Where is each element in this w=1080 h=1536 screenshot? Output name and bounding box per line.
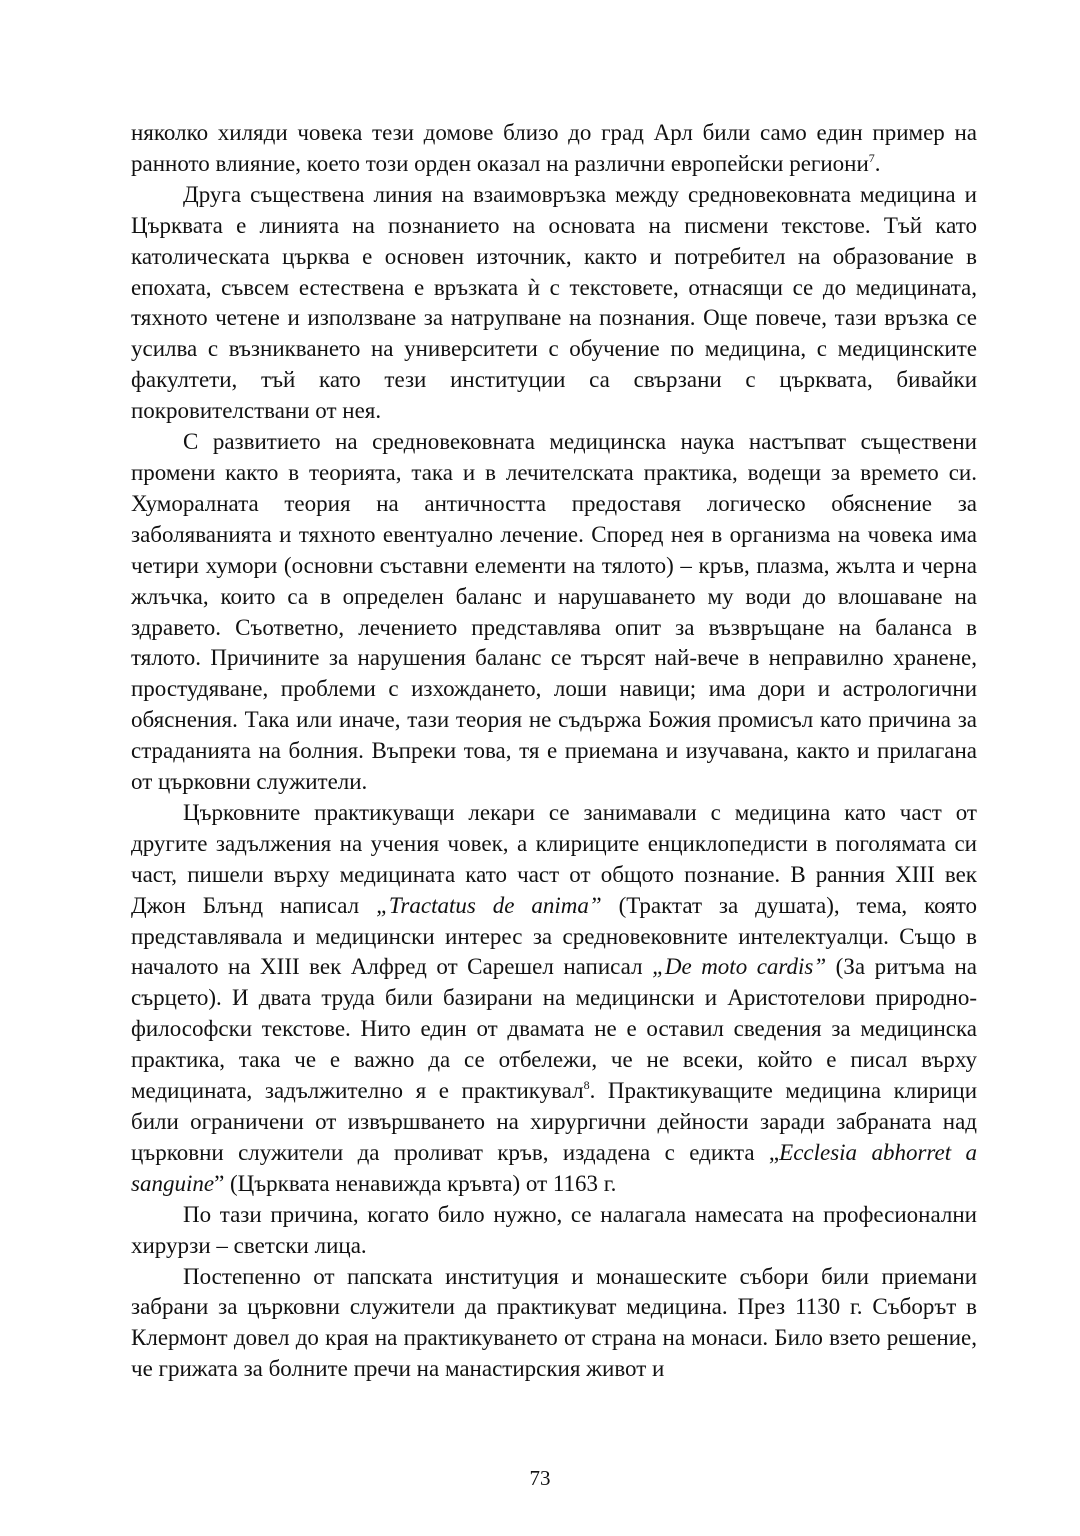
paragraph (131, 798, 977, 1200)
text-run: ” (Църквата ненавижда кръвта) от 1163 г. (214, 1170, 617, 1196)
page-number: 73 (529, 1466, 551, 1490)
paragraph (131, 180, 977, 427)
text-run: Постепенно от папската институция и монашеските събори били приемани забрани за църковни служители да практикуват медицина. През 1130 г. Съборът в Клермонт довел до края на практикуването от страна на монаси. Било взето решение, че грижата за болните пречи на манастирския живот и (131, 1263, 977, 1382)
footnote-ref-7[interactable]: 7 (868, 150, 875, 165)
text-run: С развитието на средновековната медицинска наука настъпват съществени промени както в теорията, така и в лечителската практика, водещи за времето си. Хуморалната теория на античността предоставя логическо обяснение за заболяванията и тяхното евентуално лечение. Според нея в организма на човека има четири хумори (основни съставни елементи на тялото) – кръв, плазма, жълта и черна жлъчка, които са в определен баланс и нарушаването му води до влошаване на здравето. Съответно, лечението представлява опит за възвръщане на баланса в тялото. Причините за нарушения баланс се търсят най-вече в неправилно хранене, простудяване, проблеми с изхождането, лоши навици; има дори и астрологични обяснения. Така или иначе, тази теория не съдържа Божия промисъл като причина за страданията на болния. Въпреки това, тя е приемана и изучавана, както и прилагана от църковни служители. (131, 429, 977, 795)
paragraph (131, 1262, 977, 1386)
text-run: няколко хиляди човека тези домове близо до град Арл били само един пример на ранното влияние, което този орден оказал на различни европейски региони (131, 120, 977, 176)
italic-title: Ecclesia abhorret a sanguine (131, 1139, 977, 1196)
footnote-ref-8[interactable]: 8 (583, 1078, 590, 1093)
text-run: Църковните практикуващи лекари се занимавали с медицина като част от другите задължения на учения човек, а клириците енциклопедисти в поголямата си част, пишели върху медицината като част от общото познание. В ранния XIII век Джон Блънд написал (131, 799, 977, 918)
paragraph (131, 118, 977, 180)
text-run: (За ритъма на сърцето). И двата труда били базирани на медицински и Аристотелови природно-философски текстове. Нито един от двамата не е оставил сведения за медицинска практика, така че е важно да се отбележи, че не всеки, който е писал върху медицината, задължително я е практикувал (131, 954, 977, 1104)
text-run: (Трактат за душата), тема, която представлявала и медицински интерес за средновековните интелектуалци. Също в началото на XIII век Алфред от Сарешел написал (131, 892, 977, 980)
paragraph (131, 1200, 977, 1262)
text-run: Друга съществена линия на взаимовръзка между средновековната медицина и Църквата е линията на познанието на основата на писмени текстове. Тъй като католическата църква е основен източник, както и потребител на образование в епохата, съвсем естествена е връзката ѝ с текстовете, отнасящи се до медицината, тяхното четене и използване за натрупване на познания. Още повече, тази връзка се усилва с възникването на университети с обучение по медицина, с медицинските факултети, тъй като тези институции са свързани с църквата, бивайки покровителствани от нея. (131, 181, 977, 424)
italic-title: „De moto cardis” (652, 954, 827, 980)
body-text (131, 118, 977, 1385)
paragraph (131, 427, 977, 798)
italic-title: „Tractatus de anima” (376, 892, 602, 918)
text-run: . Практикуващите медицина клирици били ограничени от извършването на хирургични дейности заради забраната над църковни служители да проливат кръв, издадена с едикта „ (131, 1078, 978, 1165)
text-run: По тази причина, когато било нужно, се налагала намесата на професионални хирурзи – светски лица. (131, 1201, 977, 1258)
text-run: . (874, 150, 881, 176)
